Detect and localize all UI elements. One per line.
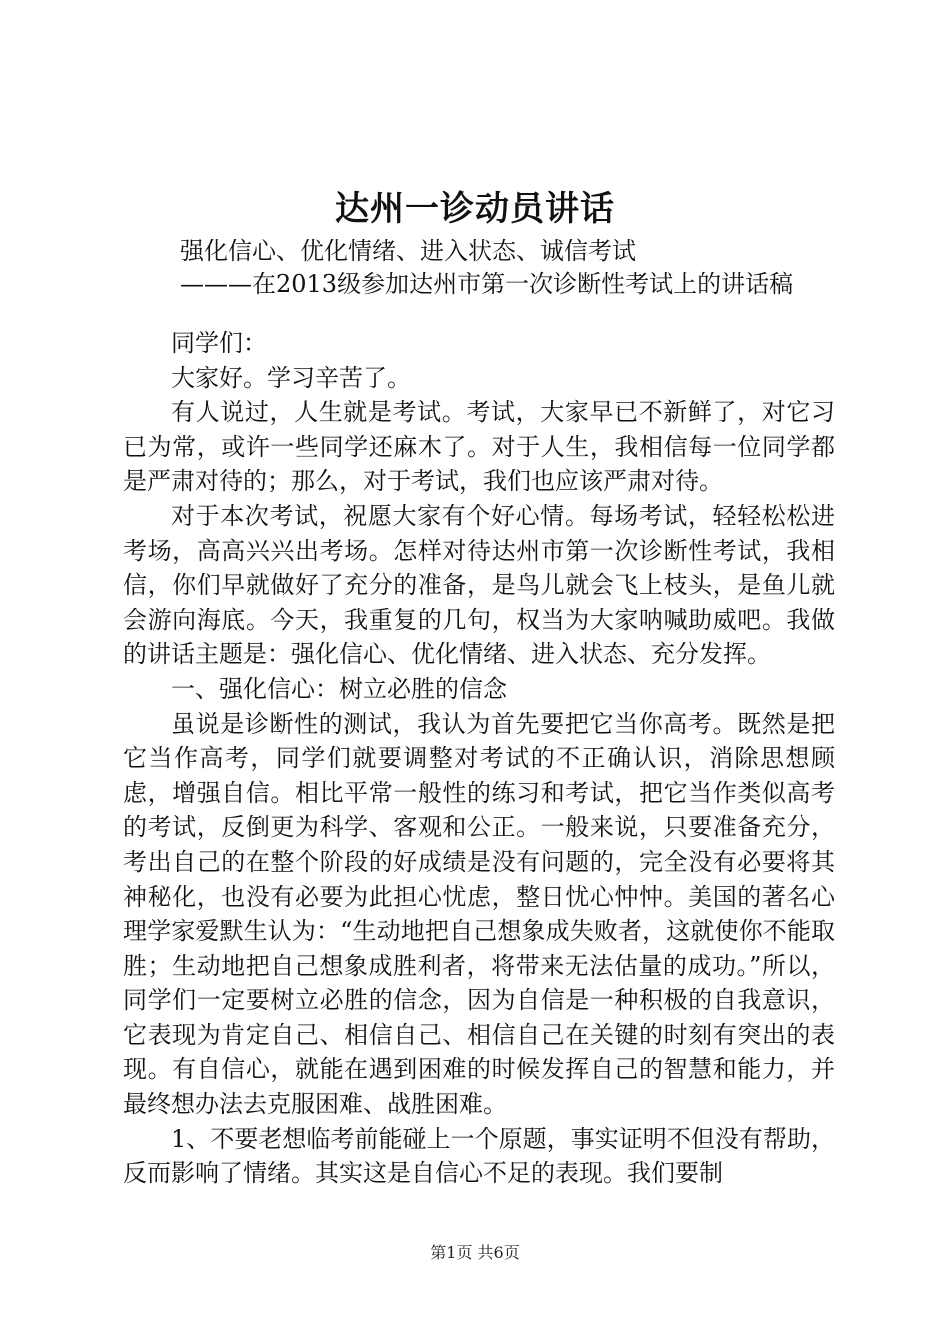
paragraph-hello: 大家好。学习辛苦了。 [171, 363, 411, 392]
document-body [123, 326, 835, 1191]
paragraph: 有人说过，人生就是考试。考试，大家早已不新鲜了，对它习已为常，或许一些同学还麻木了。对于人生，我相信每一位同学都是严肃对待的；那么，对于考试，我们也应该严肃对待。 [123, 398, 835, 496]
paragraph-greeting: 同学们： [171, 329, 267, 357]
paragraph: 1、不要老想临考前能碰上一个原题，事实证明不但没有帮助，反而影响了情绪。其实这是自信心不足的表现。我们要制 [123, 1124, 835, 1188]
paragraph: 虽说是诊断性的测试，我认为首先要把它当你高考。既然是把它当作高考，同学们就要调整对考试的不正确认识，消除思想顾虑，增强自信。相比平常一般性的练习和考试，把它当作类似高考的考试，反倒更为科学、客观和公正。一般来说，只要准备充分，考出自己的在整个阶段的好成绩是没有问题的，完全没有必要将其神秘化，也没有必要为此担心忧虑，整日忧心忡忡。美国的著名心理学家爱默生认为：“生动地把自己想象成失败者，这就使你不能取胜；生动地把自己想象成胜利者，将带来无法估量的成功。”所以，同学们一定要树立必胜的信念，因为自信是一种积极的自我意识，它表现为肯定自己、相信自己、相信自己在关键的时刻有突出的表现。有自信心，就能在遇到困难的时候发挥自己的智慧和能力，并最终想办法去克服困难、战胜困难。 [123, 709, 835, 1119]
page-number: 第1页 共6页 [430, 1243, 520, 1262]
paragraph: 对于本次考试，祝愿大家有个好心情。每场考试，轻轻松松进考场，高高兴兴出考场。怎样对待达州市第一次诊断性考试，我相信，你们早就做好了充分的准备，是鸟儿就会飞上枝头，是鱼儿就会游向海底。今天，我重复的几句，权当为大家呐喊助威吧。我做的讲话主题是：强化信心、优化情绪、进入状态、充分发挥。 [123, 501, 835, 669]
subtitle-line-1: 强化信心、优化情绪、进入状态、诚信考试 [180, 237, 636, 265]
section-heading: 一、强化信心：树立必胜的信念 [171, 674, 507, 703]
subtitle-line-2: ———在2013级参加达州市第一次诊断性考试上的讲话稿 [180, 270, 794, 298]
document-title: 达州一诊动员讲话 [335, 189, 615, 229]
